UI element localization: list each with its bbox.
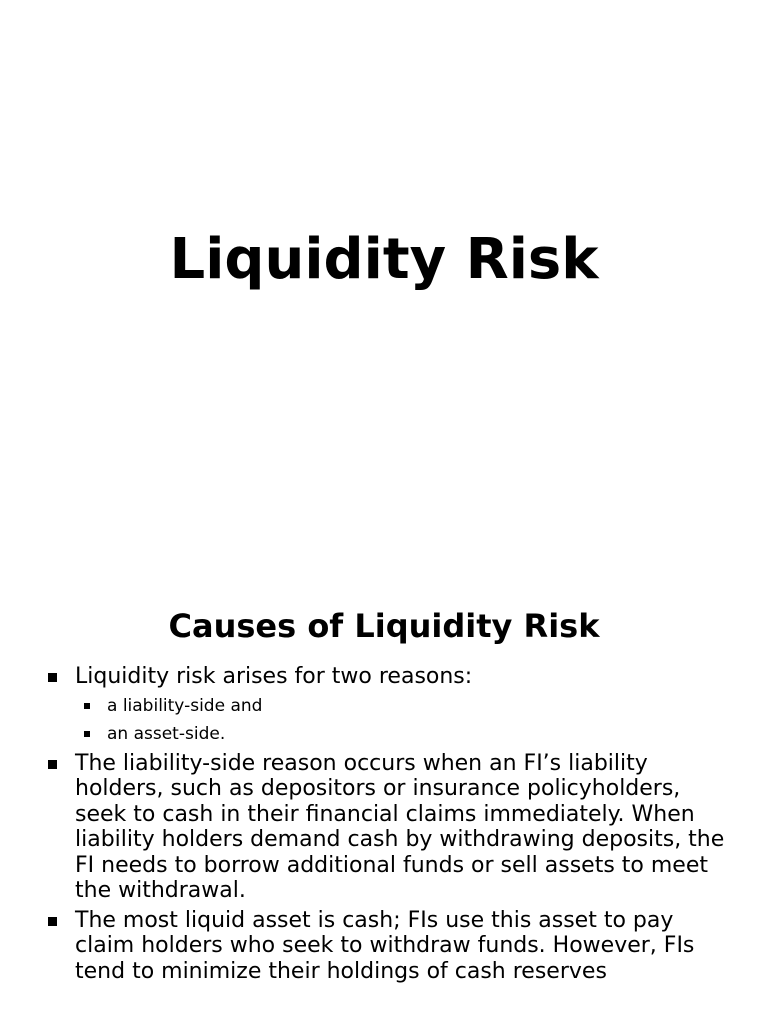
square-bullet-icon — [48, 760, 57, 769]
bullet-item — [46, 751, 726, 904]
bullet-list — [46, 664, 726, 988]
sub-bullet-item — [73, 722, 724, 747]
sub-bullet-text: an asset-side. — [107, 723, 226, 744]
square-bullet-icon — [84, 731, 90, 737]
square-bullet-icon — [48, 917, 57, 926]
slide-heading: Causes of Liquidity Risk — [168, 607, 600, 645]
content-slide — [0, 576, 768, 1024]
bullet-text: The most liquid asset is cash; FIs use this asset to pay claim holders who seek to withdraw funds. However, FIs tend to minimize their holdings of cash reserves — [75, 907, 695, 984]
bullet-item — [46, 664, 726, 747]
sub-bullet-item — [73, 694, 724, 719]
sub-bullet-text: a liability-side and — [107, 695, 263, 716]
bullet-text: Liquidity risk arises for two reasons: — [75, 664, 473, 689]
sub-bullet-list — [75, 694, 726, 747]
square-bullet-icon — [84, 703, 90, 709]
bullet-item — [46, 908, 726, 985]
bullet-text: The liability-side reason occurs when an FI’s liability holders, such as depositors or insurance policyholders, seek to cash in their financial claims immediately. When liability holders demand cash by withdrawing deposits, the FI needs to borrow additional funds or sell assets to meet the withdrawal. — [75, 750, 725, 903]
slide-title: Liquidity Risk — [169, 227, 599, 292]
square-bullet-icon — [48, 673, 57, 682]
